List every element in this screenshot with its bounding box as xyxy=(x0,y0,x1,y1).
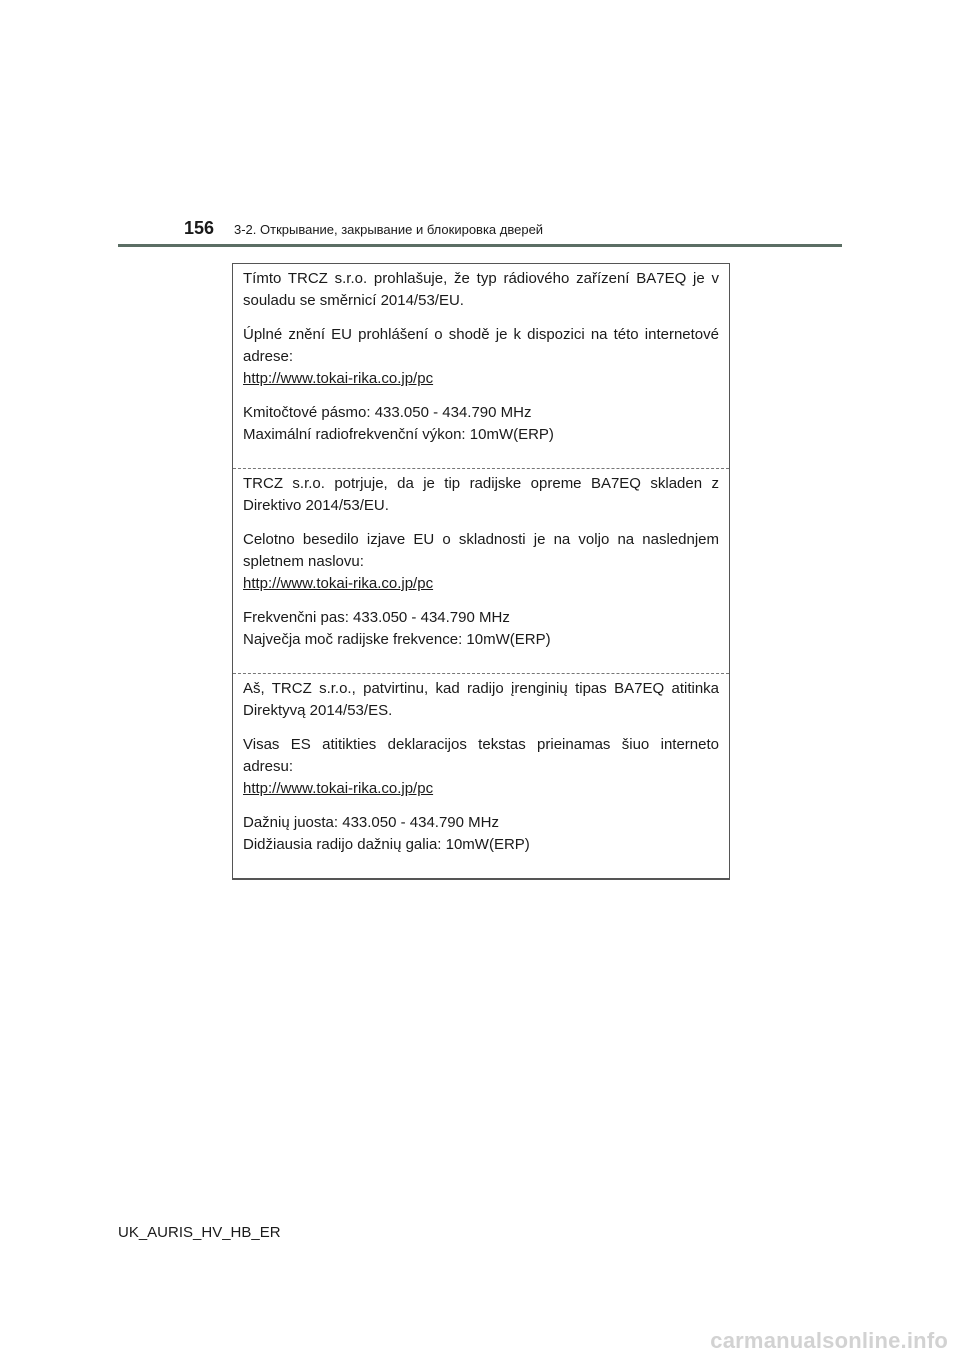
declaration-slovenian xyxy=(233,469,729,674)
section-title: 3-2. Открывание, закрывание и блокировка дверей xyxy=(234,222,544,237)
frequency-band: Kmitočtové pásmo: 433.050 - 434.790 MHz xyxy=(243,404,532,421)
full-text-notice: Úplné znění EU prohlášení o shodě je k dispozici na této internetové adrese: xyxy=(243,326,719,365)
max-power: Največja moč radijske frekvence: 10mW(ERP) xyxy=(243,631,551,648)
watermark: carmanualsonline.info xyxy=(710,1328,948,1353)
header-divider xyxy=(118,244,842,247)
max-power: Didžiausia radijo dažnių galia: 10mW(ERP) xyxy=(243,836,530,853)
frequency-band: Dažnių juosta: 433.050 - 434.790 MHz xyxy=(243,814,499,831)
frequency-band: Frekvenčni pas: 433.050 - 434.790 MHz xyxy=(243,609,510,626)
statement-text: TRCZ s.r.o. potrjuje, da je tip radijske opreme BA7EQ skladen z Direktivo 2014/53/EU. xyxy=(243,475,719,514)
page-number: 156 xyxy=(184,218,215,238)
declaration-url-link[interactable]: http://www.tokai-rika.co.jp/pc xyxy=(243,575,434,592)
statement-text: Tímto TRCZ s.r.o. prohlašuje, že typ rádiového zařízení BA7EQ je v souladu se směrnicí 2014/53/EU. xyxy=(243,270,719,309)
document-id: UK_AURIS_HV_HB_ER xyxy=(118,1224,281,1241)
full-text-notice: Visas ES atitikties deklaracijos tekstas prieinamas šiuo interneto adresu: xyxy=(243,736,719,775)
declaration-czech xyxy=(233,264,729,469)
full-text-notice: Celotno besedilo izjave EU o skladnosti je na voljo na naslednjem spletnem naslovu: xyxy=(243,531,719,570)
declaration-url-link[interactable]: http://www.tokai-rika.co.jp/pc xyxy=(243,370,434,387)
declaration-url-link[interactable]: http://www.tokai-rika.co.jp/pc xyxy=(243,780,434,797)
declaration-lithuanian xyxy=(233,674,729,879)
statement-text: Aš, TRCZ s.r.o., patvirtinu, kad radijo įrenginių tipas BA7EQ atitinka Direktyvą 2014/53/ES. xyxy=(243,680,719,719)
declaration-box xyxy=(232,263,730,880)
max-power: Maximální radiofrekvenční výkon: 10mW(ERP) xyxy=(243,426,554,443)
